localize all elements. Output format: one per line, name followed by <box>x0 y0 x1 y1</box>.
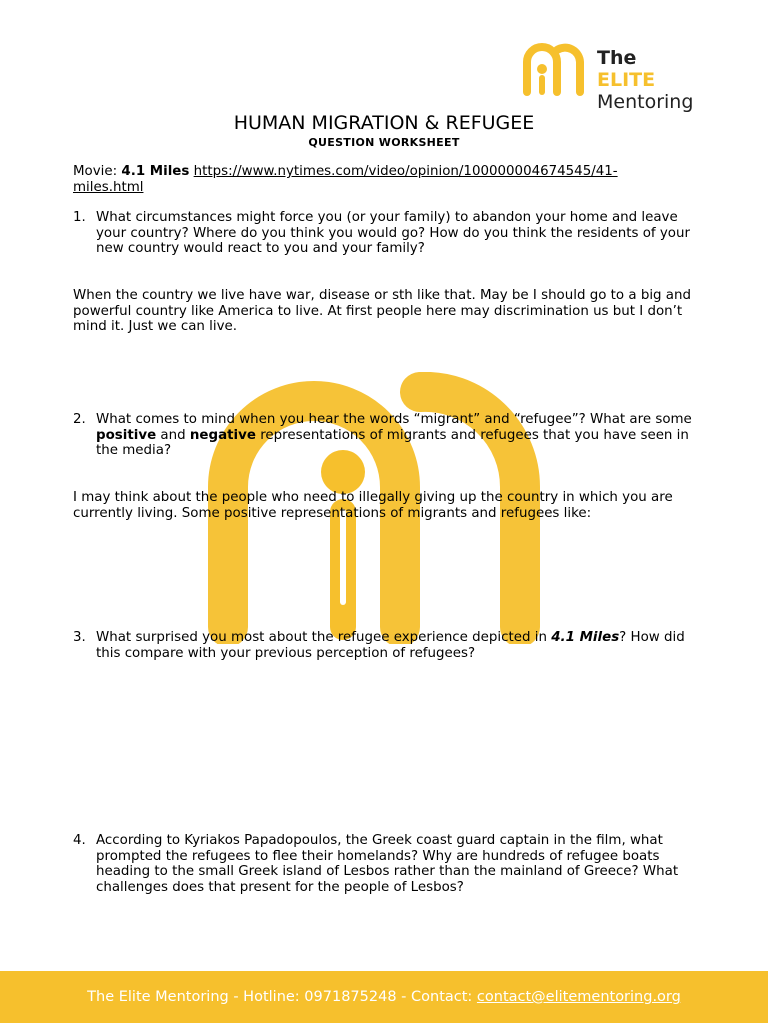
movie-name: 4.1 Miles <box>121 164 190 179</box>
movie-label: Movie: <box>73 164 118 179</box>
question-number: 2. <box>73 412 86 427</box>
question-text: What comes to mind when you hear the words “migrant” and “refugee”? What are some positive and negative representations of migrants and refugees that you have seen in the media? <box>96 412 692 458</box>
answer-1: When the country we live have war, disease or sth like that. May be I should go to a big and powerful country like America to live. At first people here may discrimination us but I don’t mind it. Just we can live. <box>73 288 691 334</box>
question-text: What surprised you most about the refugee experience depicted in 4.1 Miles? How did this compare with your previous perception of refugees? <box>96 630 685 661</box>
question-number: 3. <box>73 630 86 645</box>
brand-name: The ELITE Mentoring <box>597 47 694 113</box>
movie-reference <box>73 164 673 195</box>
movie-link[interactable]: https://www.nytimes.com/video/opinion/100000004674545/41- miles.html <box>73 164 618 195</box>
page-subtitle: QUESTION WORKSHEET <box>308 136 460 149</box>
question-4 <box>73 833 698 895</box>
brand-logo <box>518 42 698 113</box>
question-1 <box>73 210 698 257</box>
question-2 <box>73 412 698 459</box>
page-title: HUMAN MIGRATION & REFUGEE <box>233 112 535 134</box>
footer-bar <box>0 971 768 1023</box>
footer-text: The Elite Mentoring - Hotline: 0971875248 - Contact: <box>87 989 473 1005</box>
logo-mark-icon <box>518 42 588 98</box>
question-3 <box>73 630 698 661</box>
footer-email-link[interactable]: contact@elitementoring.org <box>476 989 681 1005</box>
question-text: What circumstances might force you (or your family) to abandon your home and leave your country? Where do you think you would go? How do you think the residents of your new country would react to you and your family? <box>96 210 690 256</box>
question-text: According to Kyriakos Papadopoulos, the Greek coast guard captain in the film, what prompted the refugees to flee their homelands? Why are hundreds of refugee boats heading to the small Greek island of Lesbos rather than the mainland of Greece? What challenges does that present for the people of Lesbos? <box>96 833 679 895</box>
question-number: 1. <box>73 210 86 225</box>
answer-2: I may think about the people who need to illegally giving up the country in which you are currently living. Some positive representations of migrants and refugees like: <box>73 490 673 521</box>
question-number: 4. <box>73 833 86 848</box>
